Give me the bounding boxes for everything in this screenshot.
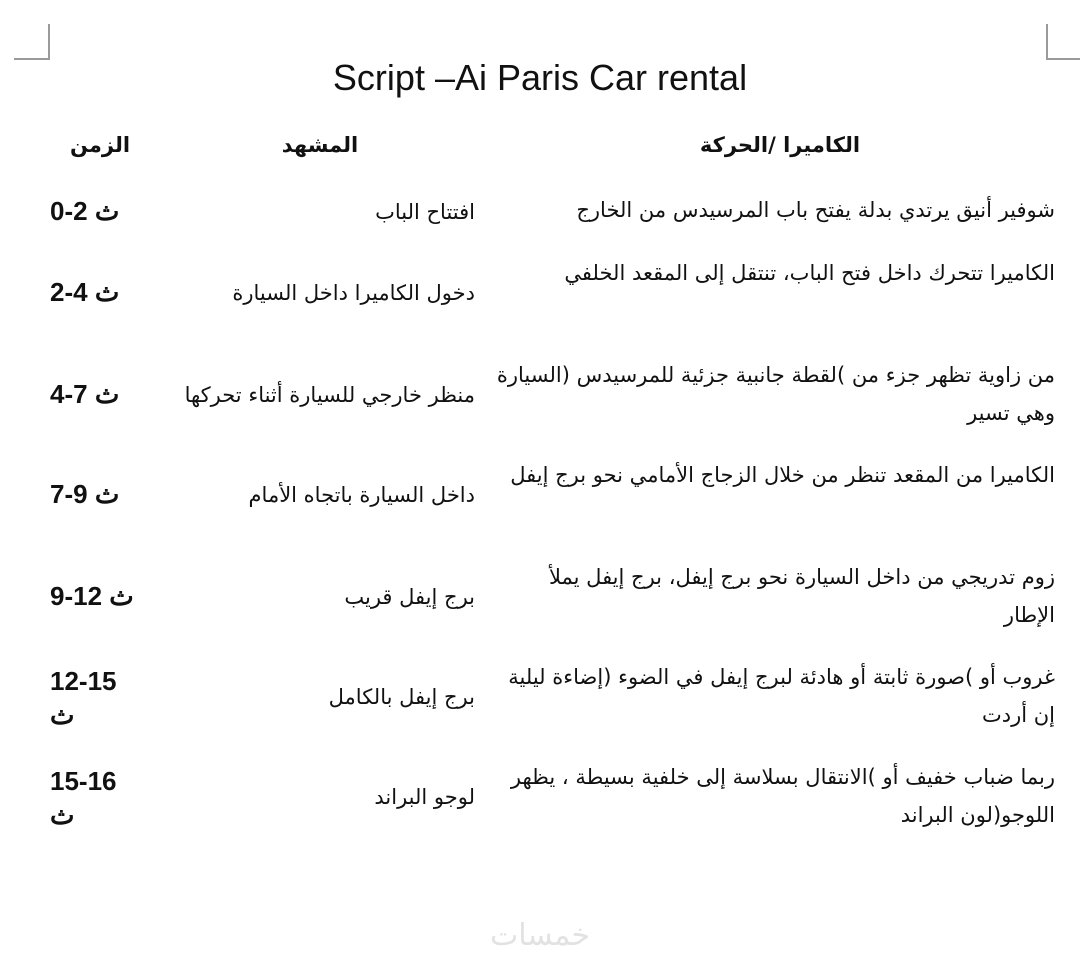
row-time: 9-12 ث [50, 581, 134, 611]
row-time: 7-9 ث [50, 479, 120, 509]
row-camera: زوم تدريجي من داخل السيارة نحو برج إيفل، برج إيفل يملأ الإطار [548, 565, 1055, 627]
row-time: 0-2 ث [50, 196, 120, 226]
row-camera: غروب أو )صورة ثابتة أو هادئة لبرج إيفل في الضوء (إضاءة ليلية إن أردت [508, 665, 1055, 727]
row-camera: من زاوية تظهر جزء من )لقطة جانبية جزئية للمرسيدس (السيارة وهي تسير [496, 363, 1055, 425]
document-title: Script –Ai Paris Car rental [332, 57, 748, 98]
header-scene: المشهد [281, 133, 359, 157]
row-scene: لوجو البراند [374, 785, 475, 809]
page-corner-mark-left [14, 24, 50, 60]
header-time: الزمن [70, 133, 131, 157]
row-time: 12-15 ث [50, 666, 117, 730]
page-corner-mark-right [1046, 24, 1080, 60]
row-time: 2-4 ث [50, 277, 120, 307]
row-time: 15-16 ث [50, 766, 117, 830]
row-scene: افتتاح الباب [375, 200, 475, 224]
row-camera: شوفير أنيق يرتدي بدلة يفتح باب المرسيدس من الخارج [576, 198, 1055, 222]
row-scene: دخول الكاميرا داخل السيارة [232, 281, 475, 305]
row-scene: منظر خارجي للسيارة أثناء تحركها [184, 383, 475, 407]
watermark-logo: خمسات [489, 918, 591, 953]
row-time: 4-7 ث [50, 379, 120, 409]
row-camera: الكاميرا تتحرك داخل فتح الباب، تنتقل إلى المقعد الخلفي [564, 261, 1055, 285]
row-scene: برج إيفل بالكامل [328, 685, 475, 709]
row-scene: برج إيفل قريب [344, 585, 475, 609]
header-camera: الكاميرا /الحركة [699, 133, 861, 157]
row-scene: داخل السيارة باتجاه الأمام [248, 483, 475, 507]
row-camera: الكاميرا من المقعد تنظر من خلال الزجاج الأمامي نحو برج إيفل [510, 463, 1055, 487]
row-camera: ربما ضباب خفيف أو )الانتقال بسلاسة إلى خلفية بسيطة ، يظهر اللوجو(لون البراند [510, 765, 1055, 827]
